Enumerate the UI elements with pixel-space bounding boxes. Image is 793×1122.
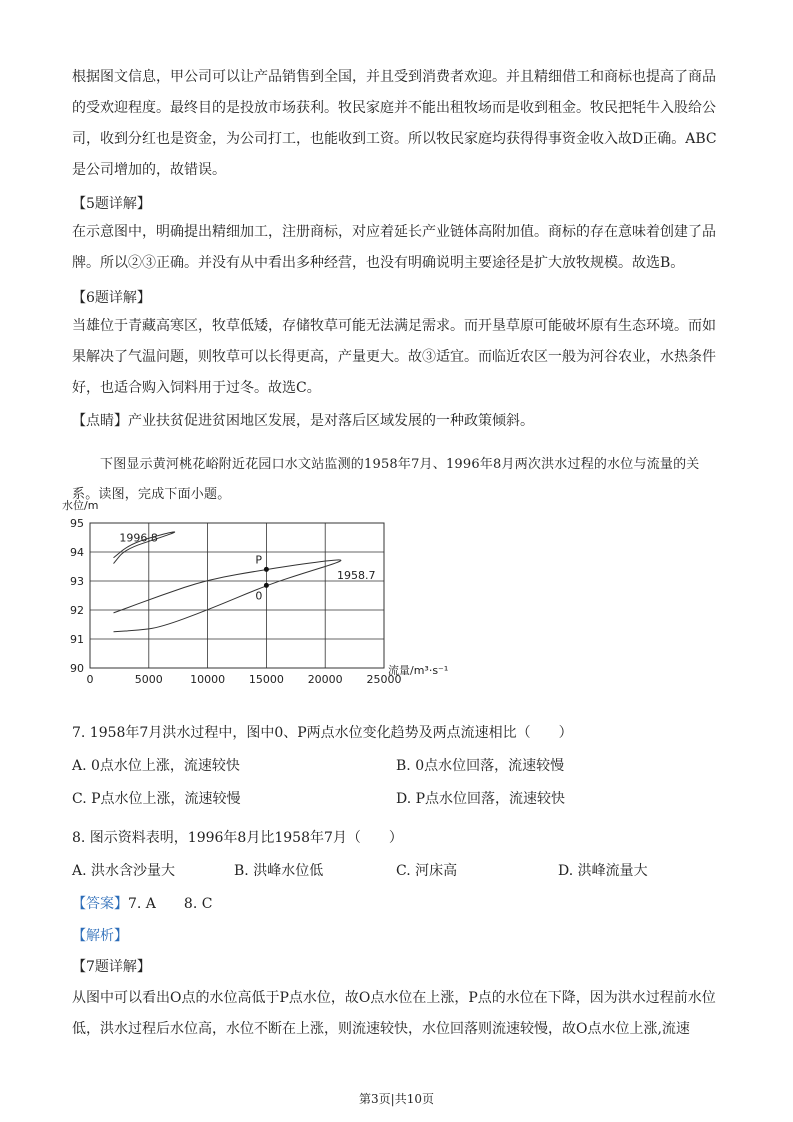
point-marker: [264, 583, 269, 588]
point-label: P: [255, 553, 263, 567]
q7-option-a[interactable]: A. 0点水位上涨，流速较快: [72, 758, 240, 774]
answer-line: [72, 893, 212, 913]
paragraph-q6-detail: 当雄位于青藏高寒区，牧草低矮，存储牧草可能无法满足需求。而开垦草原可能破坏原有生态环境。而如果解决了气温问题，则牧草可以长得更高，产量更大。故③适宜。而临近农区一般为河谷农业，水热条件好，也适合购入饲料用于过冬。故选C。: [72, 318, 716, 396]
answer-text: 7. A 8. C: [128, 896, 213, 912]
question-7: 7. 1958年7月洪水过程中，图中0、P两点水位变化趋势及两点流速相比（ ）: [72, 725, 573, 741]
question-8: 8. 图示资料表明，1996年8月比1958年7月（ ）: [72, 830, 403, 846]
flood-chart: [60, 495, 480, 685]
x-tick-label: 0: [86, 673, 94, 685]
q8-option-c[interactable]: C. 河床高: [396, 863, 458, 879]
q8-option-d[interactable]: D. 洪峰流量大: [558, 863, 648, 879]
x-tick-label: 15000: [248, 673, 284, 685]
chart-series: [114, 532, 376, 632]
y-tick-label: 93: [70, 575, 84, 588]
series-label: 1958.7: [336, 569, 376, 583]
chart-intro: 下图显示黄河桃花峪附近花园口水文站监测的1958年7月、1996年8月两次洪水过程的水位与流量的关系。读图，完成下面小题。: [72, 457, 700, 502]
chart-grid: [90, 523, 384, 668]
heading-q7-detail: 【7题详解】: [72, 959, 151, 975]
heading-q6-detail: 【6题详解】: [72, 290, 151, 306]
y-tick-label: 90: [70, 662, 84, 675]
heading-q5-detail: 【5题详解】: [72, 196, 151, 212]
chart-annotations: [255, 553, 269, 602]
y-tick-label: 95: [70, 517, 84, 530]
plot-frame: [90, 523, 384, 668]
paragraph-q7-detail: 从图中可以看出O点的水位高低于P点水位，故O点水位在上涨，P点的水位在下降，因为洪水过程前水位低，洪水过程后水位高，水位不断在上涨，则流速较快，水位回落则流速较慢，故O点水位上涨,流速: [72, 990, 716, 1037]
x-tick-label: 10000: [190, 673, 226, 685]
point-label: 0: [255, 589, 263, 603]
series-label: 1996.8: [119, 531, 158, 545]
y-tick-label: 92: [70, 604, 84, 617]
chart-ylabel: 水位/m: [62, 499, 99, 512]
paragraph-q5-detail: 在示意图中，明确提出精细加工，注册商标，对应着延长产业链体高附加值。商标的存在意味着创建了品牌。所以②③正确。并没有从中看出多种经营，也没有明确说明主要途径是扩大放牧规模。故选B。: [72, 224, 716, 271]
page-footer: 第3页|共10页: [359, 1092, 434, 1106]
answer-label: 【答案】: [72, 896, 128, 912]
q7-option-d[interactable]: D. P点水位回落，流速较快: [396, 791, 566, 807]
dianjing-note: 【点睛】产业扶贫促进贫困地区发展，是对落后区域发展的一种政策倾斜。: [72, 413, 534, 429]
y-tick-label: 91: [70, 633, 84, 646]
q7-option-b[interactable]: B. 0点水位回落，流速较慢: [396, 758, 565, 774]
chart-xlabel: 流量/m³·s⁻¹: [388, 664, 449, 677]
q8-option-b[interactable]: B. 洪峰水位低: [234, 863, 324, 879]
point-marker: [264, 567, 269, 572]
q8-option-a[interactable]: A. 洪水含沙量大: [72, 863, 176, 879]
analysis-label: 【解析】: [72, 928, 128, 944]
y-tick-label: 94: [70, 546, 84, 559]
paragraph-analysis-4: 根据图文信息，甲公司可以让产品销售到全国，并且受到消费者欢迎。并且精细借工和商标也提高了商品的受欢迎程度。最终目的是投放市场获利。牧民家庭并不能出租牧场而是收到租金。牧民把牦牛入股给公司，收到分红也是资金，为公司打工，也能收到工资。所以牧民家庭均获得得事资金收入故D正确。ABC是公司增加的，故错误。: [72, 69, 717, 178]
x-tick-label: 20000: [307, 673, 343, 685]
x-tick-label: 25000: [366, 673, 402, 685]
series-line-1958.7: [114, 560, 341, 632]
q7-option-c[interactable]: C. P点水位上涨，流速较慢: [72, 791, 241, 807]
x-tick-label: 5000: [134, 673, 163, 685]
